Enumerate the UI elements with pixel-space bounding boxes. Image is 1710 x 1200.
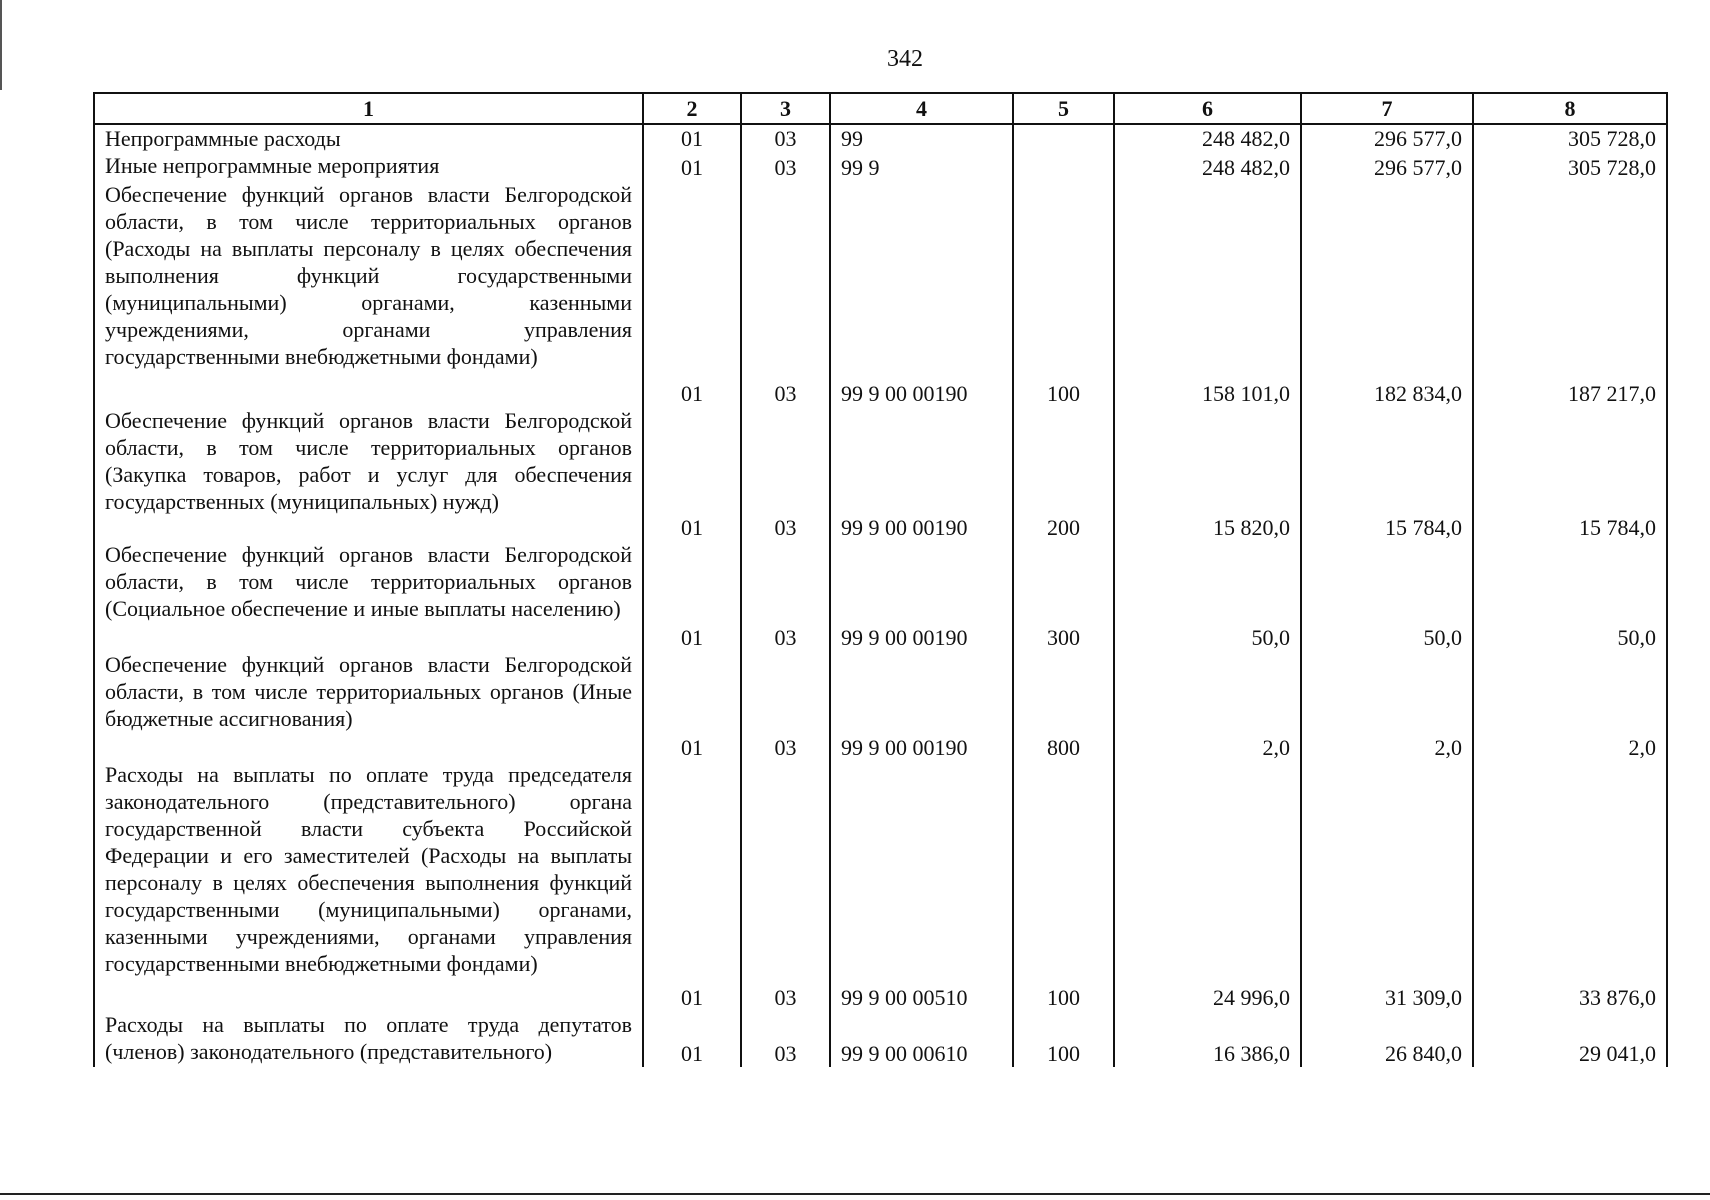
- row-description: Обеспечение функций органов власти Белгородской области, в том числе территориальных органов (Иные бюджетные ассигнования): [94, 651, 643, 761]
- header-col-3: 3: [741, 93, 830, 124]
- expense-type-code: 100: [1013, 181, 1114, 407]
- expense-type-code: 200: [1013, 407, 1114, 541]
- target-article-code: 99 9 00 00190: [830, 651, 1013, 761]
- section-code: 01: [643, 407, 741, 541]
- row-description: Обеспечение функций органов власти Белгородской области, в том числе территориальных органов (Социальное обеспечение и иные выплаты населению): [94, 541, 643, 651]
- amount-col-8: 29 041,0: [1473, 1011, 1667, 1067]
- table-row: [94, 761, 1667, 1011]
- section-code: 01: [643, 1011, 741, 1067]
- expense-type-code: 800: [1013, 651, 1114, 761]
- table-row: [94, 651, 1667, 761]
- amount-col-7: 15 784,0: [1301, 407, 1473, 541]
- amount-col-6: 248 482,0: [1114, 124, 1301, 152]
- row-description: Расходы на выплаты по оплате труда председателя законодательного (представительного) органа государственной власти субъекта Российской Федерации и его заместителей (Расходы на выплаты персоналу в целях обеспечения выполнения функций государственными (муниципальными) органами, казенными учреждениями, органами управления государственными внебюджетными фондами): [94, 761, 643, 1011]
- target-article-code: 99 9 00 00190: [830, 541, 1013, 651]
- section-code: 01: [643, 124, 741, 152]
- table-row: [94, 152, 1667, 181]
- expense-type-code: [1013, 124, 1114, 152]
- target-article-code: 99 9: [830, 152, 1013, 181]
- amount-col-6: 158 101,0: [1114, 181, 1301, 407]
- header-col-6: 6: [1114, 93, 1301, 124]
- target-article-code: 99 9 00 00190: [830, 407, 1013, 541]
- amount-col-7: 2,0: [1301, 651, 1473, 761]
- expense-type-code: 300: [1013, 541, 1114, 651]
- amount-col-7: 296 577,0: [1301, 152, 1473, 181]
- amount-col-8: 33 876,0: [1473, 761, 1667, 1011]
- row-description: Иные непрограммные мероприятия: [94, 152, 643, 181]
- subsection-code: 03: [741, 651, 830, 761]
- amount-col-6: 15 820,0: [1114, 407, 1301, 541]
- section-code: 01: [643, 651, 741, 761]
- budget-table: [93, 92, 1668, 1067]
- subsection-code: 03: [741, 124, 830, 152]
- header-col-7: 7: [1301, 93, 1473, 124]
- row-description: Расходы на выплаты по оплате труда депутатов (членов) законодательного (представительного): [94, 1011, 643, 1067]
- amount-col-8: 305 728,0: [1473, 124, 1667, 152]
- header-col-5: 5: [1013, 93, 1114, 124]
- amount-col-7: 50,0: [1301, 541, 1473, 651]
- amount-col-6: 16 386,0: [1114, 1011, 1301, 1067]
- target-article-code: 99 9 00 00610: [830, 1011, 1013, 1067]
- section-code: 01: [643, 152, 741, 181]
- amount-col-8: 15 784,0: [1473, 407, 1667, 541]
- page-number: 342: [887, 46, 923, 72]
- amount-col-7: 182 834,0: [1301, 181, 1473, 407]
- amount-col-6: 2,0: [1114, 651, 1301, 761]
- scan-bottom-edge: [0, 1193, 1710, 1195]
- amount-col-6: 50,0: [1114, 541, 1301, 651]
- subsection-code: 03: [741, 541, 830, 651]
- target-article-code: 99 9 00 00510: [830, 761, 1013, 1011]
- amount-col-7: 296 577,0: [1301, 124, 1473, 152]
- target-article-code: 99: [830, 124, 1013, 152]
- expense-type-code: [1013, 152, 1114, 181]
- amount-col-7: 26 840,0: [1301, 1011, 1473, 1067]
- subsection-code: 03: [741, 181, 830, 407]
- subsection-code: 03: [741, 407, 830, 541]
- section-code: 01: [643, 541, 741, 651]
- section-code: 01: [643, 761, 741, 1011]
- table-row: [94, 1011, 1667, 1067]
- amount-col-8: 2,0: [1473, 651, 1667, 761]
- header-col-2: 2: [643, 93, 741, 124]
- row-description: Непрограммные расходы: [94, 124, 643, 152]
- row-description: Обеспечение функций органов власти Белгородской области, в том числе территориальных органов (Расходы на выплаты персоналу в целях обеспечения выполнения функций государственными (муниципальными) органами, казенными учреждениями, органами управления государственными внебюджетными фондами): [94, 181, 643, 407]
- table-row: [94, 124, 1667, 152]
- expense-type-code: 100: [1013, 1011, 1114, 1067]
- scan-edge: [0, 0, 2, 90]
- amount-col-6: 248 482,0: [1114, 152, 1301, 181]
- amount-col-8: 305 728,0: [1473, 152, 1667, 181]
- expense-type-code: 100: [1013, 761, 1114, 1011]
- table-row: [94, 541, 1667, 651]
- row-description: Обеспечение функций органов власти Белгородской области, в том числе территориальных органов (Закупка товаров, работ и услуг для обеспечения государственных (муниципальных) нужд): [94, 407, 643, 541]
- target-article-code: 99 9 00 00190: [830, 181, 1013, 407]
- subsection-code: 03: [741, 1011, 830, 1067]
- table-row: [94, 407, 1667, 541]
- table-row: [94, 181, 1667, 407]
- subsection-code: 03: [741, 152, 830, 181]
- amount-col-7: 31 309,0: [1301, 761, 1473, 1011]
- header-col-4: 4: [830, 93, 1013, 124]
- amount-col-8: 50,0: [1473, 541, 1667, 651]
- subsection-code: 03: [741, 761, 830, 1011]
- section-code: 01: [643, 181, 741, 407]
- header-col-8: 8: [1473, 93, 1667, 124]
- amount-col-8: 187 217,0: [1473, 181, 1667, 407]
- header-row: [94, 93, 1667, 124]
- amount-col-6: 24 996,0: [1114, 761, 1301, 1011]
- header-col-1: 1: [94, 93, 643, 124]
